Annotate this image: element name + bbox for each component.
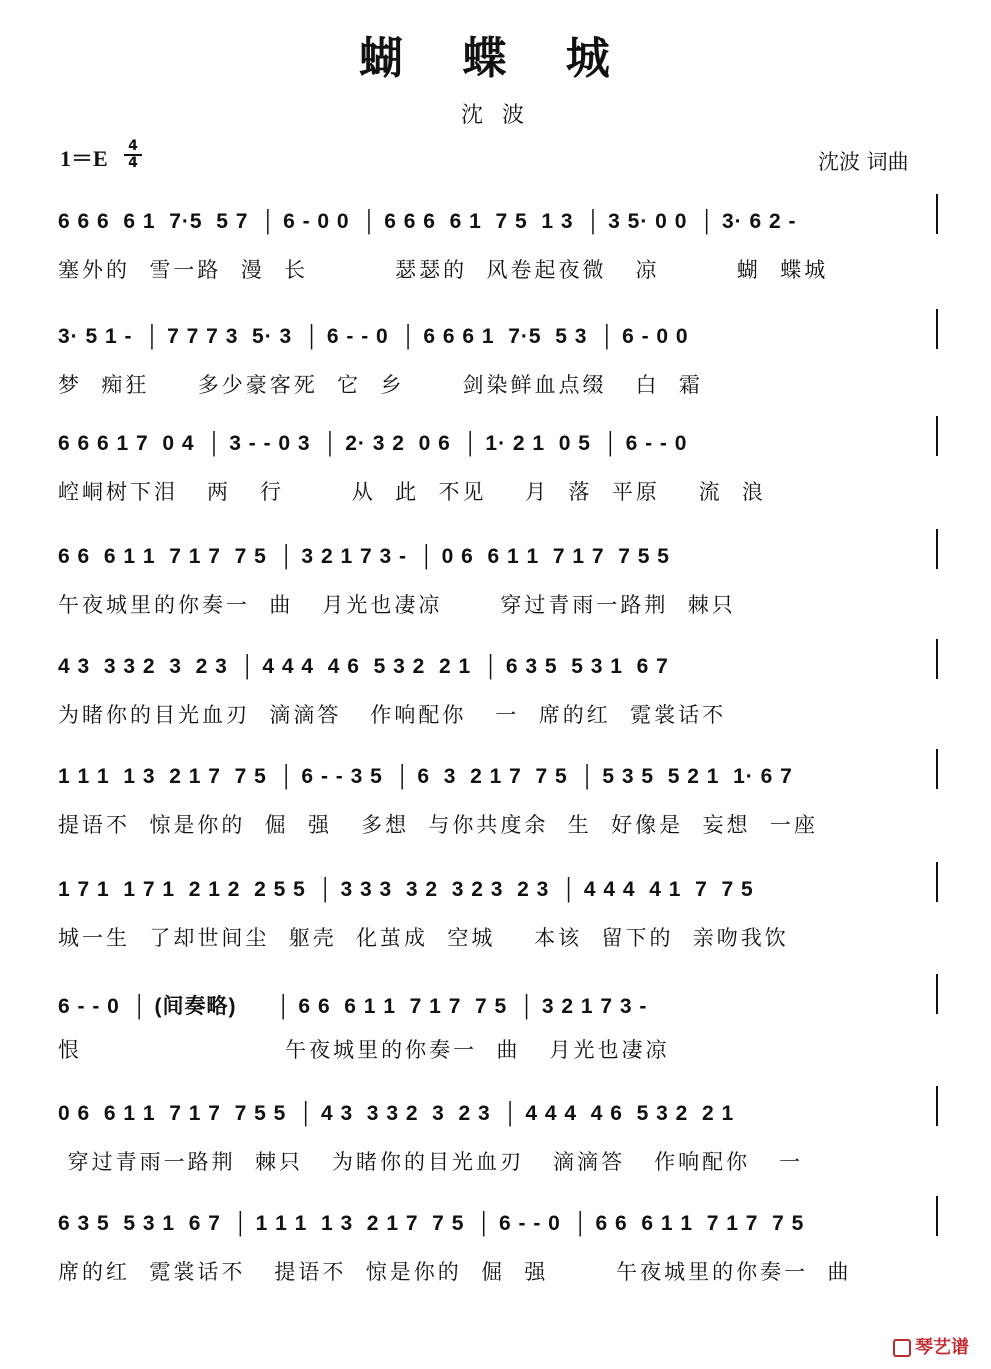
- end-barline: [936, 416, 938, 456]
- end-barline: [936, 1086, 938, 1126]
- end-barline: [936, 1196, 938, 1236]
- lyric-line: 塞外的 雪一路 漫 长 瑟瑟的 风卷起夜微 凉 蝴 蝶城: [58, 258, 829, 282]
- lyric-line: 午夜城里的你奏一 曲 月光也凄凉 穿过青雨一路荆 棘只: [58, 593, 736, 617]
- end-barline: [936, 309, 938, 349]
- meter-bottom: 4: [128, 155, 138, 171]
- end-barline: [936, 529, 938, 569]
- song-title: 蝴 蝶 城: [359, 33, 632, 84]
- score-row: [58, 325, 938, 425]
- end-barline: [936, 974, 938, 1014]
- lyric-line: 梦 痴狂 多少豪客死 它 乡 剑染鲜血点缀 白 霜: [58, 373, 703, 397]
- watermark-logo-icon: [893, 1339, 911, 1357]
- note-line: 6 6 6 6 1 7·5 5 7 │ 6 - 0 0 │ 6 6 6 6 1 7 5 1 3 │ 3 5· 0 0 │ 3· 6 2 -: [58, 210, 797, 233]
- lyric-line: 提语不 惊是你的 倔 强 多想 与你共度余 生 好像是 妄想 一座: [58, 813, 818, 837]
- lyric-line: 穿过青雨一路荆 棘只 为睹你的目光血刃 滴滴答 作响配你 一: [58, 1150, 804, 1174]
- score-row: [58, 990, 938, 1090]
- watermark-text: 琴艺谱: [915, 1337, 969, 1358]
- song-subtitle: 沈 波: [461, 103, 530, 128]
- key-signature: 1＝E: [60, 146, 108, 171]
- score-row: [58, 545, 938, 645]
- score-row: [58, 432, 938, 532]
- score-row: [58, 765, 938, 865]
- lyric-line: 崆峒树下泪 两 行 从 此 不见 月 落 平原 流 浪: [58, 480, 766, 504]
- end-barline: [936, 194, 938, 234]
- note-line: 0 6 6 1 1 7 1 7 7 5 5 │ 4 3 3 3 2 3 2 3 │ 4 4 4 4 6 5 3 2 2 1: [58, 1102, 735, 1125]
- note-line: 3· 5 1 - │ 7 7 7 3 5· 3 │ 6 - - 0 │ 6 6 6 1 7·5 5 3 │ 6 - 0 0: [58, 325, 689, 348]
- score-row: [58, 655, 938, 755]
- end-barline: [936, 862, 938, 902]
- note-line: 6 6 6 1 7 0 4 │ 3 - - 0 3 │ 2· 3 2 0 6 │ 1· 2 1 0 5 │ 6 - - 0: [58, 432, 688, 455]
- watermark: [893, 1333, 969, 1359]
- meter-top: 4: [128, 138, 138, 154]
- note-line: 4 3 3 3 2 3 2 3 │ 4 4 4 4 6 5 3 2 2 1 │ 6 3 5 5 3 1 6 7: [58, 655, 669, 678]
- note-line: 6 6 6 1 1 7 1 7 7 5 │ 3 2 1 7 3 - │ 0 6 6 1 1 7 1 7 7 5 5: [58, 545, 670, 568]
- lyric-line: 恨 午夜城里的你奏一 曲 月光也凄凉: [58, 1038, 670, 1062]
- time-signature: [124, 140, 142, 170]
- lyric-line: 为睹你的目光血刃 滴滴答 作响配你 一 席的红 霓裳话不: [58, 703, 727, 727]
- note-line: 1 7 1 1 7 1 2 1 2 2 5 5 │ 3 3 3 3 2 3 2 3 2 3 │ 4 4 4 4 1 7 7 5: [58, 878, 754, 901]
- lyric-line: 席的红 霓裳话不 提语不 惊是你的 倔 强 午夜城里的你奏一 曲: [58, 1260, 852, 1284]
- score-row: [58, 210, 938, 310]
- note-line: 1 1 1 1 3 2 1 7 7 5 │ 6 - - 3 5 │ 6 3 2 1 7 7 5 │ 5 3 5 5 2 1 1· 6 7: [58, 765, 793, 788]
- score-row: [58, 878, 938, 978]
- lyric-line: 城一生 了却世间尘 躯壳 化茧成 空城 本该 留下的 亲吻我饮: [58, 926, 789, 950]
- note-line: 6 - - 0 │ (间奏略) │ 6 6 6 1 1 7 1 7 7 5 │ 3 2 1 7 3 -: [58, 995, 648, 1018]
- credit-line: 沈波 词曲: [818, 150, 909, 174]
- score-row: [58, 1102, 938, 1202]
- note-line: 6 3 5 5 3 1 6 7 │ 1 1 1 1 3 2 1 7 7 5 │ 6 - - 0 │ 6 6 6 1 1 7 1 7 7 5: [58, 1212, 805, 1235]
- end-barline: [936, 749, 938, 789]
- score-row: [58, 1212, 938, 1312]
- end-barline: [936, 639, 938, 679]
